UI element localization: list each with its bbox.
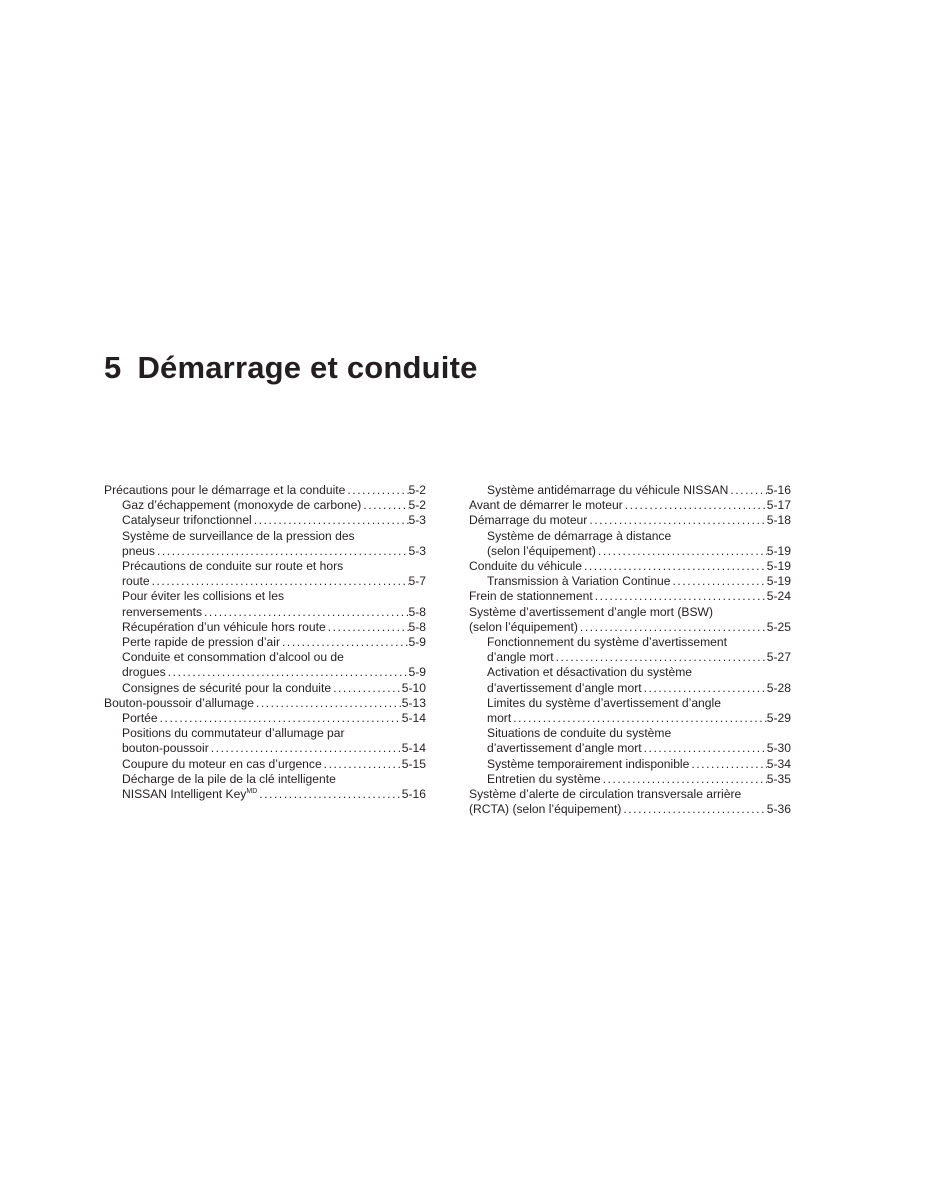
toc-page-number: 5-25 <box>766 619 791 634</box>
dot-leader <box>642 681 767 696</box>
toc-entry[interactable] <box>104 772 426 802</box>
toc-entry-text: Positions du commutateur d’allumage par <box>122 726 345 741</box>
toc-entry[interactable] <box>104 589 426 619</box>
toc-entry-text: Consignes de sécurité pour la conduite <box>122 680 332 695</box>
toc-entry[interactable] <box>104 696 426 711</box>
toc-entry[interactable] <box>469 772 791 787</box>
dot-leader <box>596 544 767 559</box>
dot-leader <box>326 620 409 635</box>
toc-entry-text: Précautions de conduite sur route et hors <box>122 559 344 574</box>
toc-page-number: 5-13 <box>401 695 426 710</box>
dot-leader <box>623 498 767 513</box>
toc-entry[interactable] <box>469 483 791 498</box>
dot-leader <box>593 589 767 604</box>
toc-entry[interactable] <box>469 574 791 589</box>
toc-entry-text: (selon l’équipement) <box>487 543 596 558</box>
toc-entry-text: Système d’alerte de circulation transversale arrière <box>469 787 742 802</box>
trademark-superscript: MD <box>246 788 258 796</box>
toc-page-number: 5-9 <box>408 665 426 680</box>
toc-entry-text: Système antidémarrage du véhicule NISSAN <box>487 483 729 497</box>
dot-leader <box>155 544 409 559</box>
toc-entry[interactable] <box>104 711 426 726</box>
toc-entry-text: Système temporairement indisponible <box>487 756 690 771</box>
dot-leader <box>361 498 408 513</box>
dot-leader <box>280 635 409 650</box>
toc-page-number: 5-8 <box>408 604 426 619</box>
toc-page-number: 5-29 <box>766 711 791 726</box>
toc-page-number: 5-36 <box>766 802 791 817</box>
toc-entry[interactable] <box>104 498 426 513</box>
dot-leader <box>621 802 766 817</box>
toc-page-number: 5-10 <box>401 680 426 695</box>
toc-entry-text: Récupération d’un véhicule hors route <box>122 619 326 634</box>
dot-leader <box>322 757 402 772</box>
toc-entry-text: Système d’avertissement d’angle mort (BSW) <box>469 604 713 619</box>
toc-entry-text: bouton-poussoir <box>122 741 209 756</box>
toc-entry-text: Activation et désactivation du système <box>487 665 693 680</box>
toc-entry-text: (selon l’équipement) <box>469 619 578 634</box>
toc-page-number: 5-15 <box>401 756 426 771</box>
dot-leader <box>345 483 408 498</box>
toc-page-number: 5-3 <box>408 543 426 558</box>
chapter-number: 5 <box>104 350 122 385</box>
toc-entry-text: mort <box>487 711 512 726</box>
toc-page-number: 5-16 <box>766 483 791 497</box>
toc-entry-text: Entretien du système <box>487 771 601 786</box>
toc-entry-text: Système de surveillance de la pression des <box>122 528 355 543</box>
toc-entry-text: route <box>122 574 150 589</box>
dot-leader <box>642 741 767 756</box>
dot-leader <box>582 559 767 574</box>
toc-entry-text: Catalyseur trifonctionnel <box>122 513 252 528</box>
dot-leader <box>587 513 766 528</box>
chapter-name: Démarrage et conduite <box>137 350 478 385</box>
dot-leader <box>689 757 766 772</box>
toc-entry[interactable] <box>104 483 426 498</box>
toc-page-number: 5-19 <box>766 559 791 574</box>
toc-entry[interactable] <box>469 605 791 635</box>
toc-entry[interactable] <box>469 559 791 574</box>
toc-entry[interactable] <box>469 529 791 559</box>
toc-page-number: 5-27 <box>766 650 791 665</box>
dot-leader <box>252 513 409 528</box>
toc-column-right <box>469 483 791 817</box>
toc-page-number: 5-2 <box>408 498 426 513</box>
dot-leader <box>578 620 767 635</box>
toc-entry[interactable] <box>469 513 791 528</box>
toc-entry-text: Perte rapide de pression d’air <box>122 635 280 650</box>
dot-leader <box>202 605 409 620</box>
toc-page-number: 5-35 <box>766 771 791 786</box>
toc-entry-text: Conduite du véhicule <box>469 559 582 574</box>
toc-entry-text: Précautions pour le démarrage et la conduite <box>104 483 346 497</box>
toc-entry-text: Bouton-poussoir d’allumage <box>104 695 254 710</box>
toc-entry-text: d’avertissement d’angle mort <box>487 741 642 756</box>
toc-column-left <box>104 483 426 802</box>
dot-leader <box>166 665 409 680</box>
toc-page-number: 5-34 <box>766 756 791 771</box>
toc-entry-text: (RCTA) (selon l’équipement) <box>469 802 622 817</box>
dot-leader <box>158 711 402 726</box>
toc-page-number: 5-19 <box>766 543 791 558</box>
dot-leader <box>254 696 402 711</box>
toc-entry-text: renversements <box>122 604 202 619</box>
toc-page-number: 5-18 <box>766 513 791 528</box>
toc-page-number: 5-8 <box>408 619 426 634</box>
toc-entry-text: Coupure du moteur en cas d’urgence <box>122 756 322 771</box>
toc-page-number: 5-28 <box>766 680 791 695</box>
toc-entry[interactable] <box>469 726 791 756</box>
toc-entry[interactable] <box>469 757 791 772</box>
toc-entry-text: d’angle mort <box>487 650 554 665</box>
toc-entry-text: Portée <box>122 711 158 726</box>
toc-entry[interactable] <box>469 589 791 604</box>
toc-entry-text: Avant de démarrer le moteur <box>469 498 623 513</box>
toc-entry[interactable] <box>469 498 791 513</box>
toc-entry-text: NISSAN Intelligent Key$^{MD}$ <box>122 787 258 802</box>
dot-leader <box>671 574 767 589</box>
dot-leader <box>150 574 409 589</box>
toc-entry[interactable] <box>469 787 791 817</box>
toc-entry[interactable] <box>469 665 791 695</box>
toc-entry-text: Gaz d’échappement (monoxyde de carbone) <box>122 498 362 513</box>
toc-page-number: 5-19 <box>766 574 791 589</box>
toc-entry[interactable] <box>104 635 426 650</box>
toc-entry-text: drogues <box>122 665 166 680</box>
toc-entry-text: Situations de conduite du système <box>487 726 672 741</box>
dot-leader <box>331 681 402 696</box>
toc-page-number: 5-2 <box>408 483 426 497</box>
dot-leader <box>511 711 767 726</box>
toc-page-number: 5-16 <box>401 787 426 802</box>
toc-entry[interactable] <box>104 513 426 528</box>
chapter-title <box>104 350 478 386</box>
dot-leader <box>601 772 767 787</box>
toc-page-number: 5-17 <box>766 498 791 513</box>
toc-entry-text: Frein de stationnement <box>469 589 593 604</box>
toc-entry[interactable] <box>104 681 426 696</box>
toc-entry-text: Limites du système d’avertissement d’angle <box>487 695 721 710</box>
toc-entry-text: Démarrage du moteur <box>469 513 588 528</box>
toc-entry[interactable] <box>469 696 791 726</box>
toc-entry-text: Pour éviter les collisions et les <box>122 589 284 604</box>
dot-leader <box>554 650 767 665</box>
toc-entry[interactable] <box>104 726 426 756</box>
toc-page-number: 5-3 <box>408 513 426 528</box>
toc-entry-text: d’avertissement d’angle mort <box>487 680 642 695</box>
toc-entry[interactable] <box>104 529 426 559</box>
toc-entry[interactable] <box>104 650 426 680</box>
toc-entry-text: Système de démarrage à distance <box>487 528 672 543</box>
toc-entry-text: pneus <box>122 543 155 558</box>
toc-page-number: 5-14 <box>401 711 426 726</box>
toc-entry-text: Décharge de la pile de la clé intelligente <box>122 771 336 786</box>
toc-entry[interactable] <box>469 635 791 665</box>
dot-leader <box>209 741 402 756</box>
toc-entry[interactable] <box>104 620 426 635</box>
toc-entry-text: Fonctionnement du système d’avertissement <box>487 635 727 650</box>
toc-page-number: 5-14 <box>401 741 426 756</box>
toc-page-number: 5-30 <box>766 741 791 756</box>
dot-leader <box>257 787 402 802</box>
toc-entry-text: Conduite et consommation d’alcool ou de <box>122 650 344 665</box>
toc-entry[interactable] <box>104 757 426 772</box>
dot-leader <box>728 483 766 498</box>
toc-page-number: 5-9 <box>408 635 426 650</box>
toc-entry-text: Transmission à Variation Continue <box>487 574 671 589</box>
toc-page-number: 5-7 <box>408 574 426 589</box>
toc-entry[interactable] <box>104 559 426 589</box>
toc-page-number: 5-24 <box>766 589 791 604</box>
